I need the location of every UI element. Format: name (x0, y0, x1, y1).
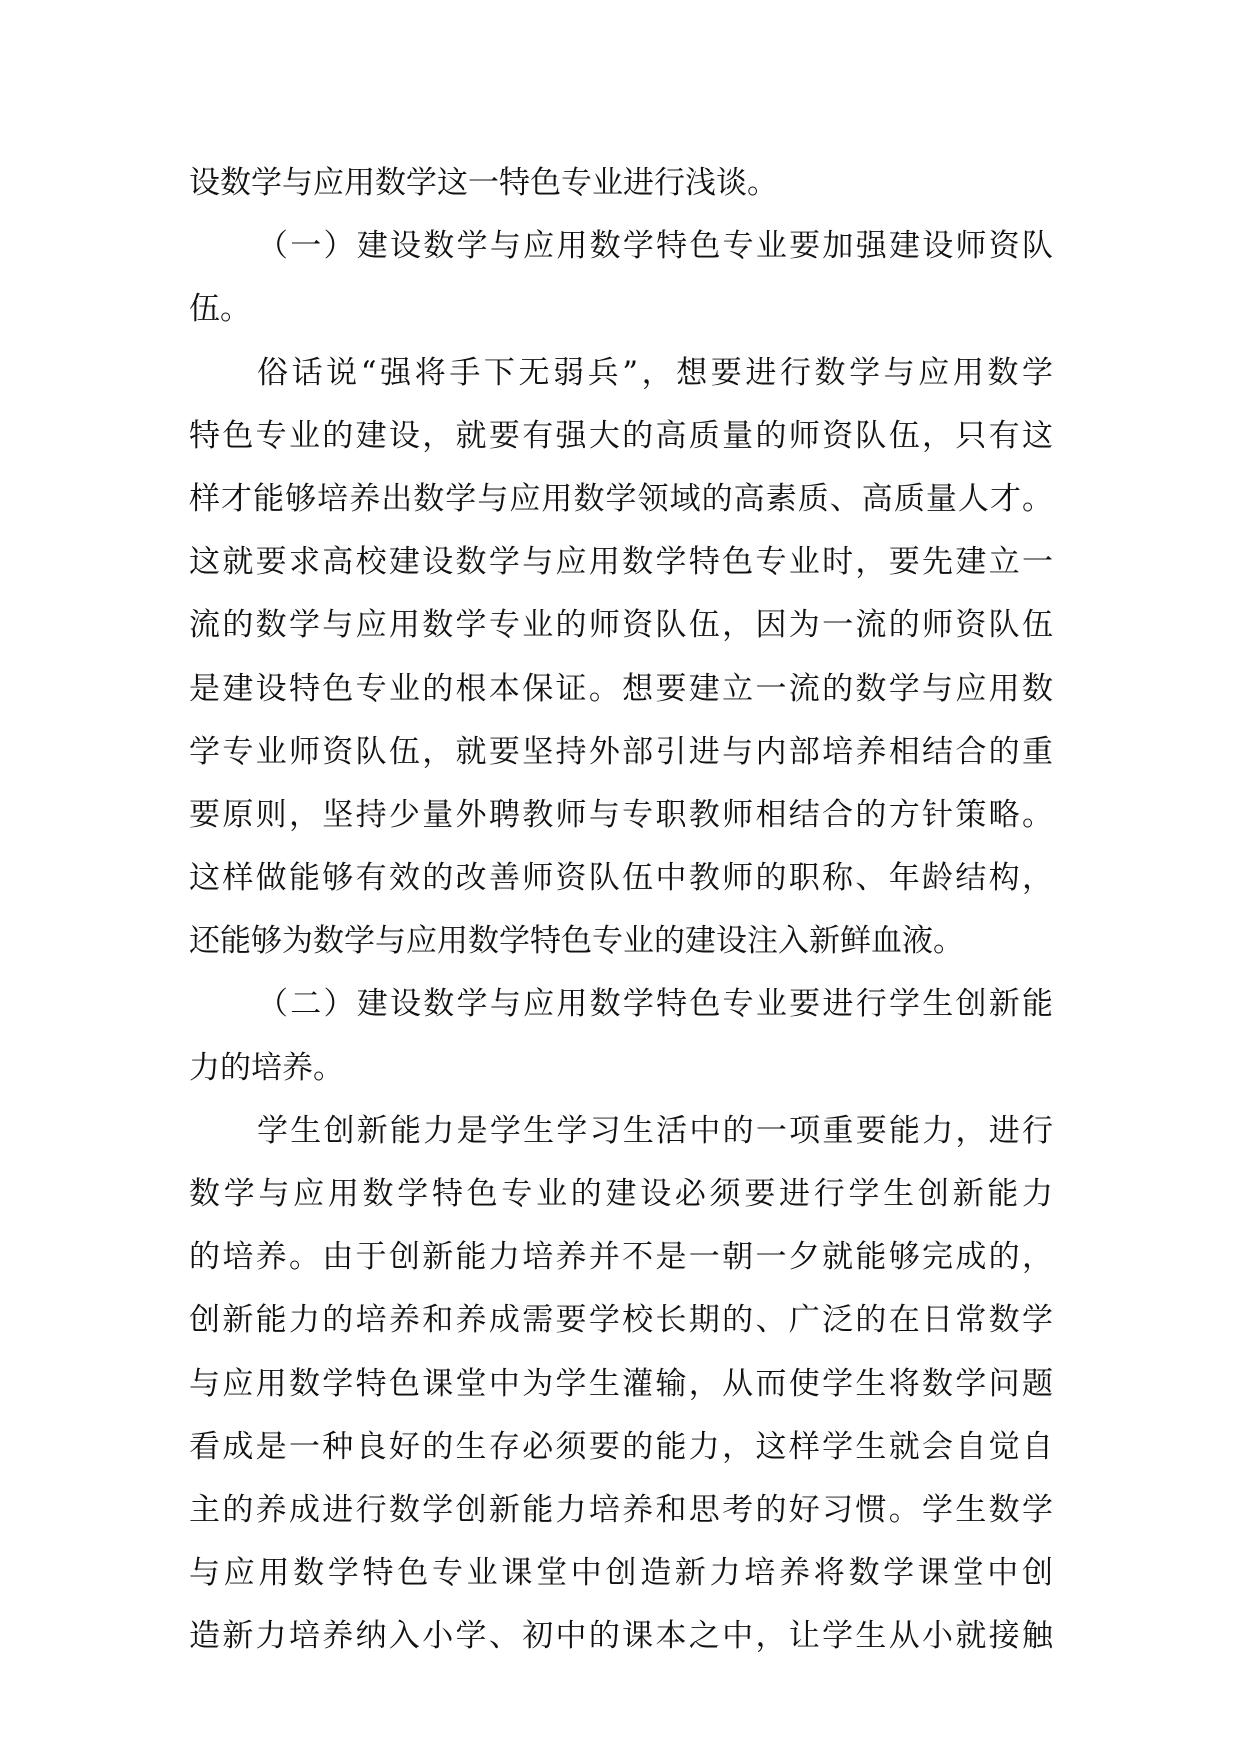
text-line: 特色专业的建设，就要有强大的高质量的师资队伍，只有这 (189, 417, 1053, 454)
text-line: 看成是一种良好的生存必须要的能力，这样学生就会自觉自 (189, 1428, 1053, 1465)
text-line: 流的数学与应用数学专业的师资队伍，因为一流的师资队伍 (189, 607, 1053, 644)
document-body (189, 152, 1053, 1669)
section-heading-line: 力的培养。 (189, 1049, 344, 1086)
text-line: 主的养成进行数学创新能力培养和思考的好习惯。学生数学 (189, 1491, 1053, 1528)
text-line: 学生创新能力是学生学习生活中的一项重要能力，进行 (257, 1112, 1053, 1149)
text-line: 造新力培养纳入小学、初中的课本之中，让学生从小就接触 (189, 1618, 1053, 1655)
text-line: 数学与应用数学特色专业的建设必须要进行学生创新能力 (189, 1176, 1053, 1212)
text-line: 是建设特色专业的根本保证。想要建立一流的数学与应用数 (189, 670, 1053, 707)
text-line: 学专业师资队伍，就要坚持外部引进与内部培养相结合的重 (189, 733, 1053, 770)
section-heading-line: 伍。 (189, 291, 251, 328)
section-heading-line: （一）建设数学与应用数学特色专业要加强建设师资队 (257, 228, 1053, 265)
text-line: 与应用数学特色课堂中为学生灌输，从而使学生将数学问题 (189, 1365, 1053, 1402)
text-line: 创新能力的培养和养成需要学校长期的、广泛的在日常数学 (189, 1302, 1053, 1339)
text-line: 样才能够培养出数学与应用数学领域的高素质、高质量人才。 (189, 480, 1053, 517)
text-line: 这样做能够有效的改善师资队伍中教师的职称、年龄结构， (189, 860, 1053, 897)
text-line: 的培养。由于创新能力培养并不是一朝一夕就能够完成的， (189, 1239, 1053, 1276)
text-line: 这就要求高校建设数学与应用数学特色专业时，要先建立一 (189, 544, 1053, 581)
text-line: 还能够为数学与应用数学特色专业的建设注入新鲜血液。 (189, 923, 964, 960)
text-line: 设数学与应用数学这一特色专业进行浅谈。 (189, 165, 778, 201)
text-line: 俗话说“强将手下无弱兵”，想要进行数学与应用数学 (257, 354, 1053, 391)
text-line: 与应用数学特色专业课堂中创造新力培养将数学课堂中创 (189, 1555, 1053, 1592)
text-line: 要原则，坚持少量外聘教师与专职教师相结合的方针策略。 (189, 796, 1053, 833)
section-heading-line: （二）建设数学与应用数学特色专业要进行学生创新能 (257, 986, 1053, 1023)
